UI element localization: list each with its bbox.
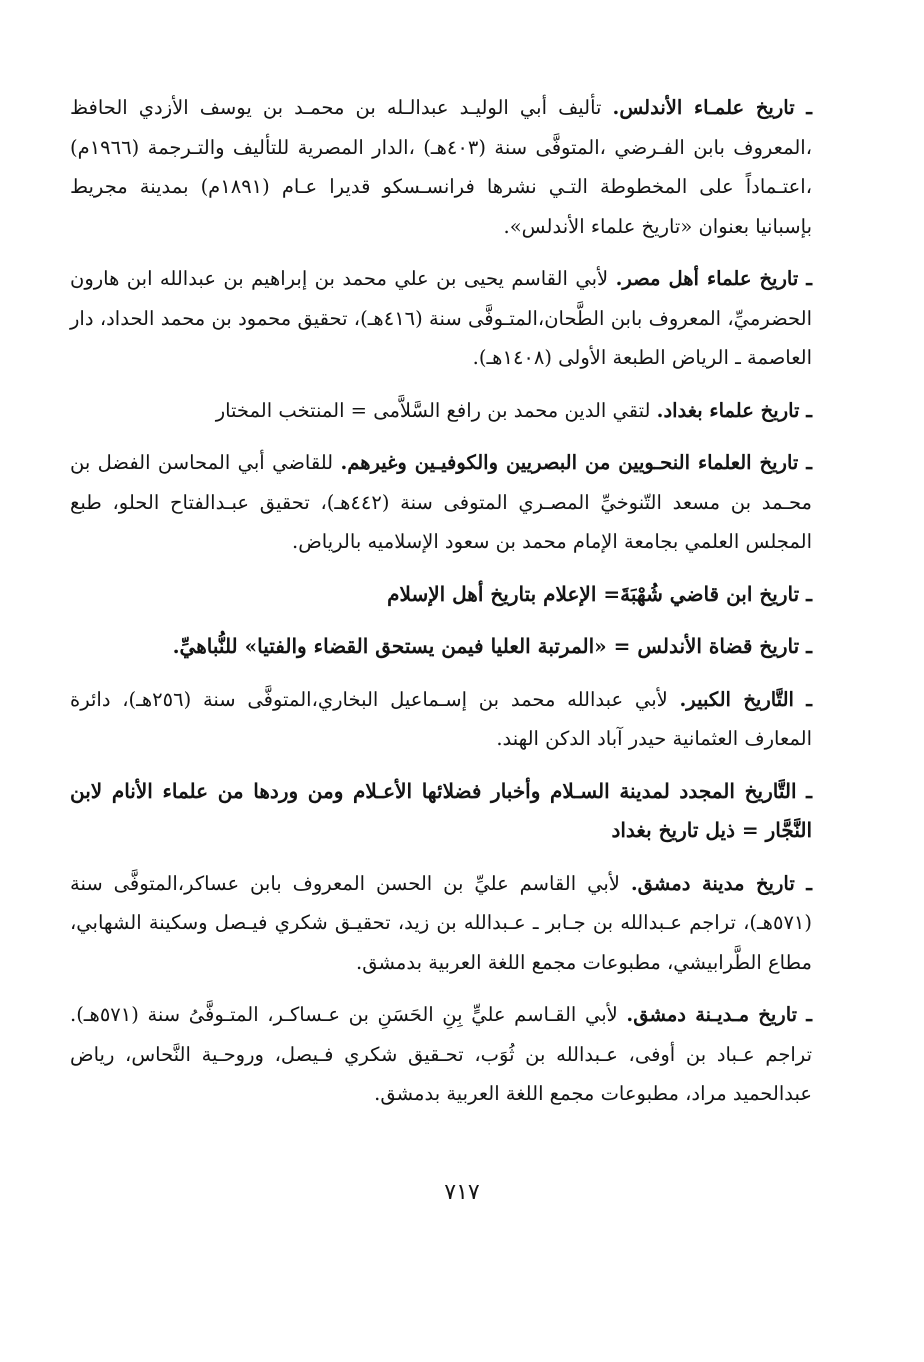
bibliography-entry-1 bbox=[70, 88, 812, 246]
entry-title: ـ تاريخ علماء بغداد. bbox=[656, 398, 812, 422]
entry-body: لأبي القاسم يحيى بن علي محمد بن إبراهيم بن عبدالله ابن هارون الحضرميِّ، المعروف بابن الطَّحان،المتـوفَّى سنة (٤١٦هـ)، تحقيق محمود بن محمد الحداد، دار العاصمة ـ الرياض الطبعة الأولى (١٤٠٨هـ). bbox=[70, 267, 812, 369]
entry-title: ـ تاريخ علماء أهل مصر. bbox=[615, 267, 813, 290]
entry-body: للقاضي أبي المحاسن الفضل بن محـمد بن مسعد التّنوخيِّ المصـري المتوفى سنة (٤٤٢هـ)، تحقيق عبـدالفتاح الحلو، طبع المجلس العلمي بجامعة الإمام محمد بن سعود الإسلاميه بالرياض. bbox=[70, 451, 813, 553]
entry-title: ـ تاريخ العلماء النحـويين من البصريين والكوفيـين وغيرهم. bbox=[340, 451, 812, 474]
entry-title: ـ التَّاريخ الكبير. bbox=[679, 687, 812, 711]
entry-title: ـ تاريخ قضاة الأندلس = «المرتبة العليا فيمن يستحق القضاء والفتيا» للنُّباهيِّ. bbox=[172, 634, 812, 658]
bibliography-entry-3 bbox=[70, 391, 812, 431]
bibliography-entry-4 bbox=[70, 443, 812, 562]
entry-body: لتقي الدين محمد بن رافع السَّلاَّمى = المنتخب المختار bbox=[215, 398, 651, 422]
bibliography-entry-10 bbox=[70, 995, 812, 1114]
entry-body: لأبي القاسم عليِّ بن الحسن المعروف بابن عساكر،المتوفَّى سنة (٥٧١هـ)، تراجم عـبدالله بن جـابر ـ عـبدالله بن زيد، تحقيـق شكري فيـصل وسكينة الشهابي، مطاع الطَّرابيشي، مطبوعات مجمع اللغة العربية بدمشق. bbox=[70, 871, 812, 974]
entry-title: ـ تاريخ مـديـنة دمشق. bbox=[626, 1003, 812, 1026]
bibliography-entry-5 bbox=[70, 575, 812, 615]
bibliography-entry-9 bbox=[70, 864, 812, 983]
bibliography-entry-6 bbox=[70, 627, 812, 667]
entry-title: ـ تاريخ علمـاء الأندلس. bbox=[612, 96, 812, 119]
bibliography-entry-8 bbox=[70, 772, 812, 851]
bibliography-entry-2 bbox=[70, 259, 812, 378]
page-number: ٧١٧ bbox=[444, 1180, 480, 1205]
entry-title: ـ تاريخ ابن قاضي شُهْبَةَ= الإعلام بتاريخ أهل الإسلام bbox=[387, 581, 812, 606]
bibliography-page bbox=[70, 88, 812, 1127]
entry-title: ـ التَّاريخ المجدد لمدينة السـلام وأخبار فضلائها الأعـلام ومن وردها من علماء الأنام لابن النَّجَّار = ذيل تاريخ بغداد bbox=[70, 778, 812, 842]
bibliography-entry-7 bbox=[70, 680, 812, 759]
entry-body: تأليف أبي الوليـد عبدالـله بن محمـد بن يوسف الأزدي الحافظ ،المعروف بابن الفـرضي ،المتوفَّى سنة (٤٠٣هـ) ،الدار المصرية للتأليف والتـرجمة (١٩٦٦م) ،اعتـماداً على المخطوطة التـي نشرها فرانسـسكو قديرا عـام (١٨٩١م) بمدينة مجريط بإسبانيا بعنوان «تاريخ علماء الأندلس». bbox=[70, 96, 813, 238]
entry-title: ـ تاريخ مدينة دمشق. bbox=[630, 871, 812, 895]
entry-body: لأبي القـاسم عليٍّ بِنِ الحَسَنِ بن عـساكـر، المتـوفَّىُ سنة (٥٧١هـ). تراجم عـباد بن أوفى، عـبدالله بن ثُوَب، تحـقيق شكري فـيصل، وروحـية النَّحاس، رياض عبدالحميد مراد، مطبوعات مجمع اللغة العربية بدمشق. bbox=[70, 1003, 812, 1105]
entry-body: لأبي عبدالله محمد بن إسـماعيل البخاري،المتوفَّى سنة (٢٥٦هـ)، دائرة المعارف العثمانية حيدر آباد الدكن الهند. bbox=[70, 687, 812, 750]
